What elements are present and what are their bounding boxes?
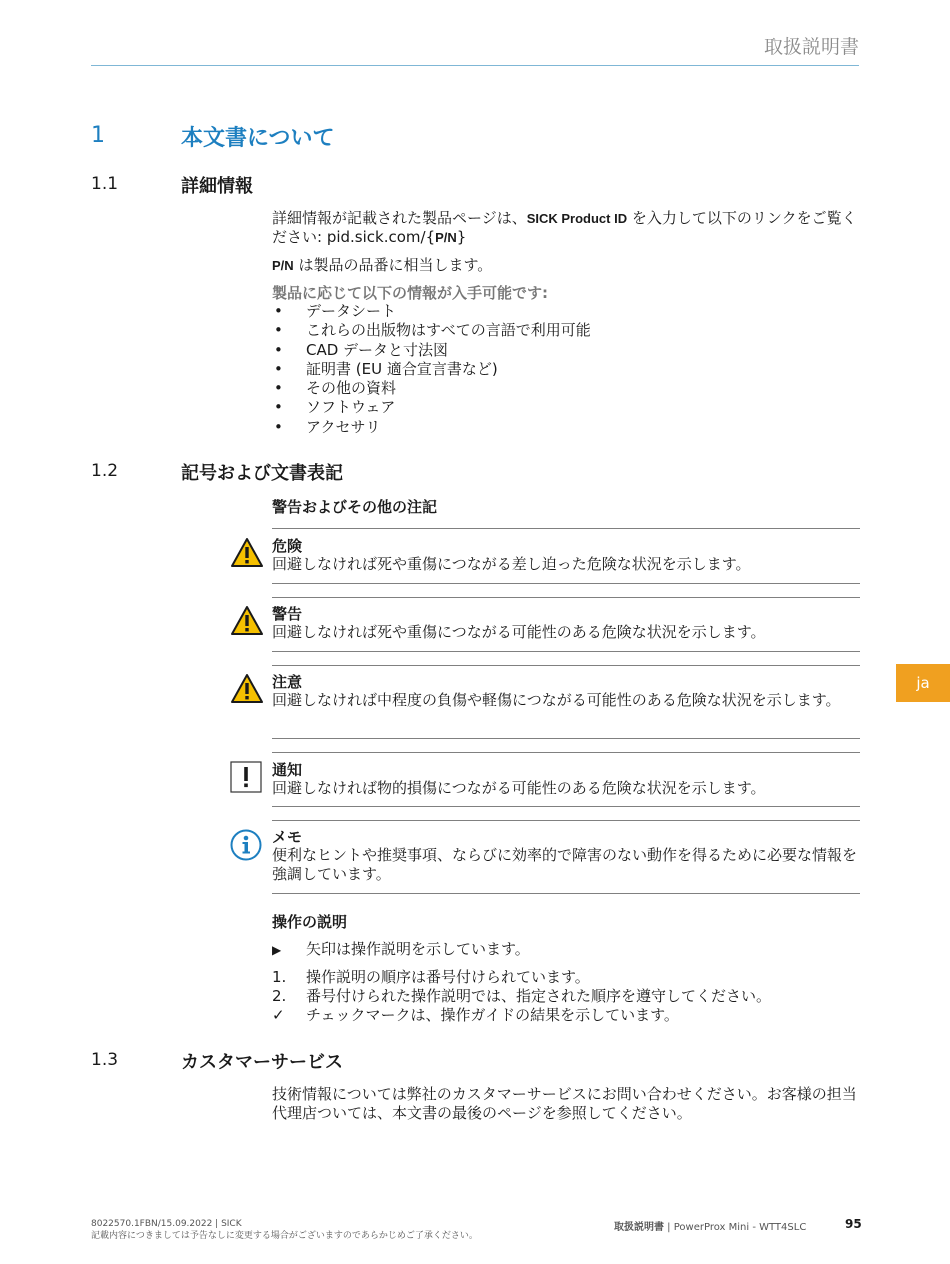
notice-text-danger: 回避しなければ死や重傷につながる差し迫った危険な状況を示します。 xyxy=(272,555,751,573)
customer-service-paragraph: 技術情報については弊社のカスタマーサービスにお問い合わせください。お客様の担当代理店ついては、本文書の最後のページを参照してください。 xyxy=(272,1085,857,1122)
operation-arrow-text: 矢印は操作説明を示しています。 xyxy=(306,940,530,958)
notice-rule-top xyxy=(272,820,860,821)
operation-arrow-item xyxy=(272,940,860,960)
notice-title-notice: 通知 xyxy=(272,761,303,779)
warning-triangle-icon xyxy=(230,605,262,637)
notice-rule-top xyxy=(272,665,860,666)
notice-title-warning: 警告 xyxy=(272,605,303,623)
operations-heading: 操作の説明 xyxy=(272,913,348,931)
warning-triangle-icon xyxy=(230,673,262,705)
product-id-label: SICK Product ID xyxy=(526,211,628,226)
notice-rule-top xyxy=(272,597,860,598)
section-1-2-number: 1.2 xyxy=(91,461,119,481)
section-1-title: 本文書について xyxy=(181,126,335,151)
notice-rule-bottom xyxy=(272,738,860,739)
footer-manual-label: 取扱説明書 xyxy=(614,1222,664,1233)
step-text: チェックマークは、操作ガイドの結果を示しています。 xyxy=(306,1006,679,1024)
notice-rule-bottom xyxy=(272,651,860,652)
page-number: 95 xyxy=(845,1217,862,1231)
language-tab[interactable]: ja xyxy=(896,664,950,702)
pn-paragraph-text: は製品の品番に相当します。 xyxy=(293,256,493,274)
notice-text-caution: 回避しなければ中程度の負傷や軽傷につながる可能性のある危険な状況を示します。 xyxy=(272,691,841,709)
list-item: • その他の資料 xyxy=(272,379,860,398)
check-mark-icon: ✓ xyxy=(272,1006,285,1024)
more-info-text-2: を入力して以下のリンクをご覧ください: pid.sick.com/{ xyxy=(272,209,857,246)
notices-heading: 警告およびその他の注記 xyxy=(272,498,438,516)
section-1-3-number: 1.3 xyxy=(91,1050,119,1070)
footer-doc-info xyxy=(91,1218,478,1242)
footer-manual-info xyxy=(614,1218,806,1233)
play-arrow-icon: ▶ xyxy=(272,943,282,957)
notice-rule-bottom xyxy=(272,583,860,584)
pn-paragraph xyxy=(272,256,860,275)
notice-text-notice: 回避しなければ物的損傷につながる可能性のある危険な状況を示します。 xyxy=(272,779,766,797)
running-header-title: 取扱説明書 xyxy=(763,36,859,58)
notice-rule-top xyxy=(272,528,860,529)
step-number: 1. xyxy=(272,968,287,986)
info-circle-icon xyxy=(230,829,262,861)
warning-triangle-icon xyxy=(230,537,262,569)
section-1-1-title: 詳細情報 xyxy=(181,176,253,197)
notice-text-warning: 回避しなければ死や重傷につながる可能性のある危険な状況を示します。 xyxy=(272,623,766,641)
operation-step xyxy=(272,968,860,987)
notice-rule-bottom xyxy=(272,893,860,894)
more-info-paragraph xyxy=(272,209,860,247)
step-text: 操作説明の順序は番号付けられています。 xyxy=(306,968,590,986)
list-item: • CAD データと寸法図 xyxy=(272,341,860,360)
footer-product-name: | PowerProx Mini - WTT4SLC xyxy=(664,1222,807,1233)
footer-doc-id: 8022570.1FBN/15.09.2022 | SICK xyxy=(91,1219,242,1229)
pn-label: P/N xyxy=(435,230,457,245)
operation-step xyxy=(272,987,860,1006)
more-info-text-1: 詳細情報が記載された製品ページは、 xyxy=(272,209,527,227)
list-item: • これらの出版物はすべての言語で利用可能 xyxy=(272,321,860,340)
notice-title-danger: 危険 xyxy=(272,537,303,555)
more-info-text-3: } xyxy=(456,228,467,246)
info-list-intro: 製品に応じて以下の情報が入手可能です: xyxy=(272,284,549,302)
section-1-number: 1 xyxy=(91,123,105,148)
section-1-1-number: 1.1 xyxy=(91,174,119,194)
step-text: 番号付けられた操作説明では、指定された順序を遵守してください。 xyxy=(306,987,772,1005)
section-1-2-title: 記号および文書表記 xyxy=(181,463,343,484)
info-list xyxy=(272,302,860,437)
exclamation-box-icon xyxy=(230,761,262,793)
notice-title-caution: 注意 xyxy=(272,673,303,691)
notice-rule-bottom xyxy=(272,806,860,807)
notice-title-note: メモ xyxy=(272,828,303,846)
list-item: • ソフトウェア xyxy=(272,398,860,417)
notice-text-note: 便利なヒントや推奨事項、ならびに効率的で障害のない動作を得るために必要な情報を強調しています。 xyxy=(272,846,858,883)
section-1-3-title: カスタマーサービス xyxy=(181,1052,343,1073)
list-item: • データシート xyxy=(272,302,860,321)
pn-label-2: P/N xyxy=(272,258,294,273)
header-rule xyxy=(91,65,859,66)
step-number: 2. xyxy=(272,987,287,1005)
list-item: • 証明書 (EU 適合宣言書など) xyxy=(272,360,860,379)
footer-disclaimer: 記載内容につきましては予告なしに変更する場合がございますのであらかじめご了承ください。 xyxy=(91,1231,478,1241)
operation-result xyxy=(272,1006,860,1025)
list-item: • アクセサリ xyxy=(272,418,860,437)
notice-rule-top xyxy=(272,752,860,753)
